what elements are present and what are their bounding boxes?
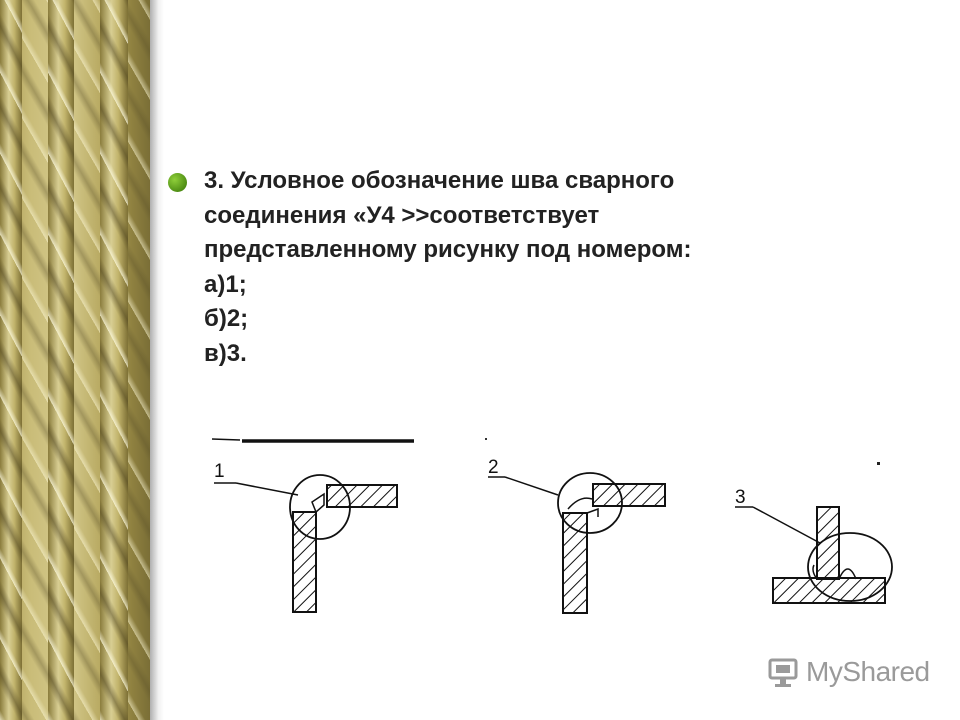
question-line: 3. Условное обозначение шва сварного — [204, 167, 675, 194]
scan-dot — [877, 462, 880, 465]
watermark-text: MyShared — [806, 656, 930, 687]
myshared-logo-icon — [768, 656, 802, 688]
scan-line — [212, 439, 240, 440]
decorative-side-border — [0, 0, 150, 720]
answer-option-c: в)3. — [204, 339, 247, 367]
weld-figure-1 — [214, 461, 397, 612]
answer-option-b: б)2; — [204, 305, 249, 332]
answer-option-a: а)1; — [204, 270, 247, 298]
weld-figure-2 — [488, 457, 665, 613]
border-rod — [0, 0, 22, 720]
question-text — [204, 164, 691, 371]
weld-figures — [200, 425, 920, 635]
bullet-icon — [168, 173, 187, 192]
question-line: соединения «У4 >>соответствует — [204, 201, 600, 229]
figure-label-1: 1 — [214, 461, 225, 482]
question-block — [168, 164, 888, 371]
scan-dot — [485, 438, 487, 440]
border-rod — [100, 0, 128, 720]
border-rod — [48, 0, 74, 720]
question-line: представленному рисунку под номером: — [204, 236, 692, 263]
weld-figure-3 — [735, 487, 892, 603]
watermark — [768, 654, 930, 690]
figure-label-2: 2 — [488, 457, 499, 478]
figure-label-3: 3 — [735, 487, 746, 508]
border-shadow — [150, 0, 164, 720]
